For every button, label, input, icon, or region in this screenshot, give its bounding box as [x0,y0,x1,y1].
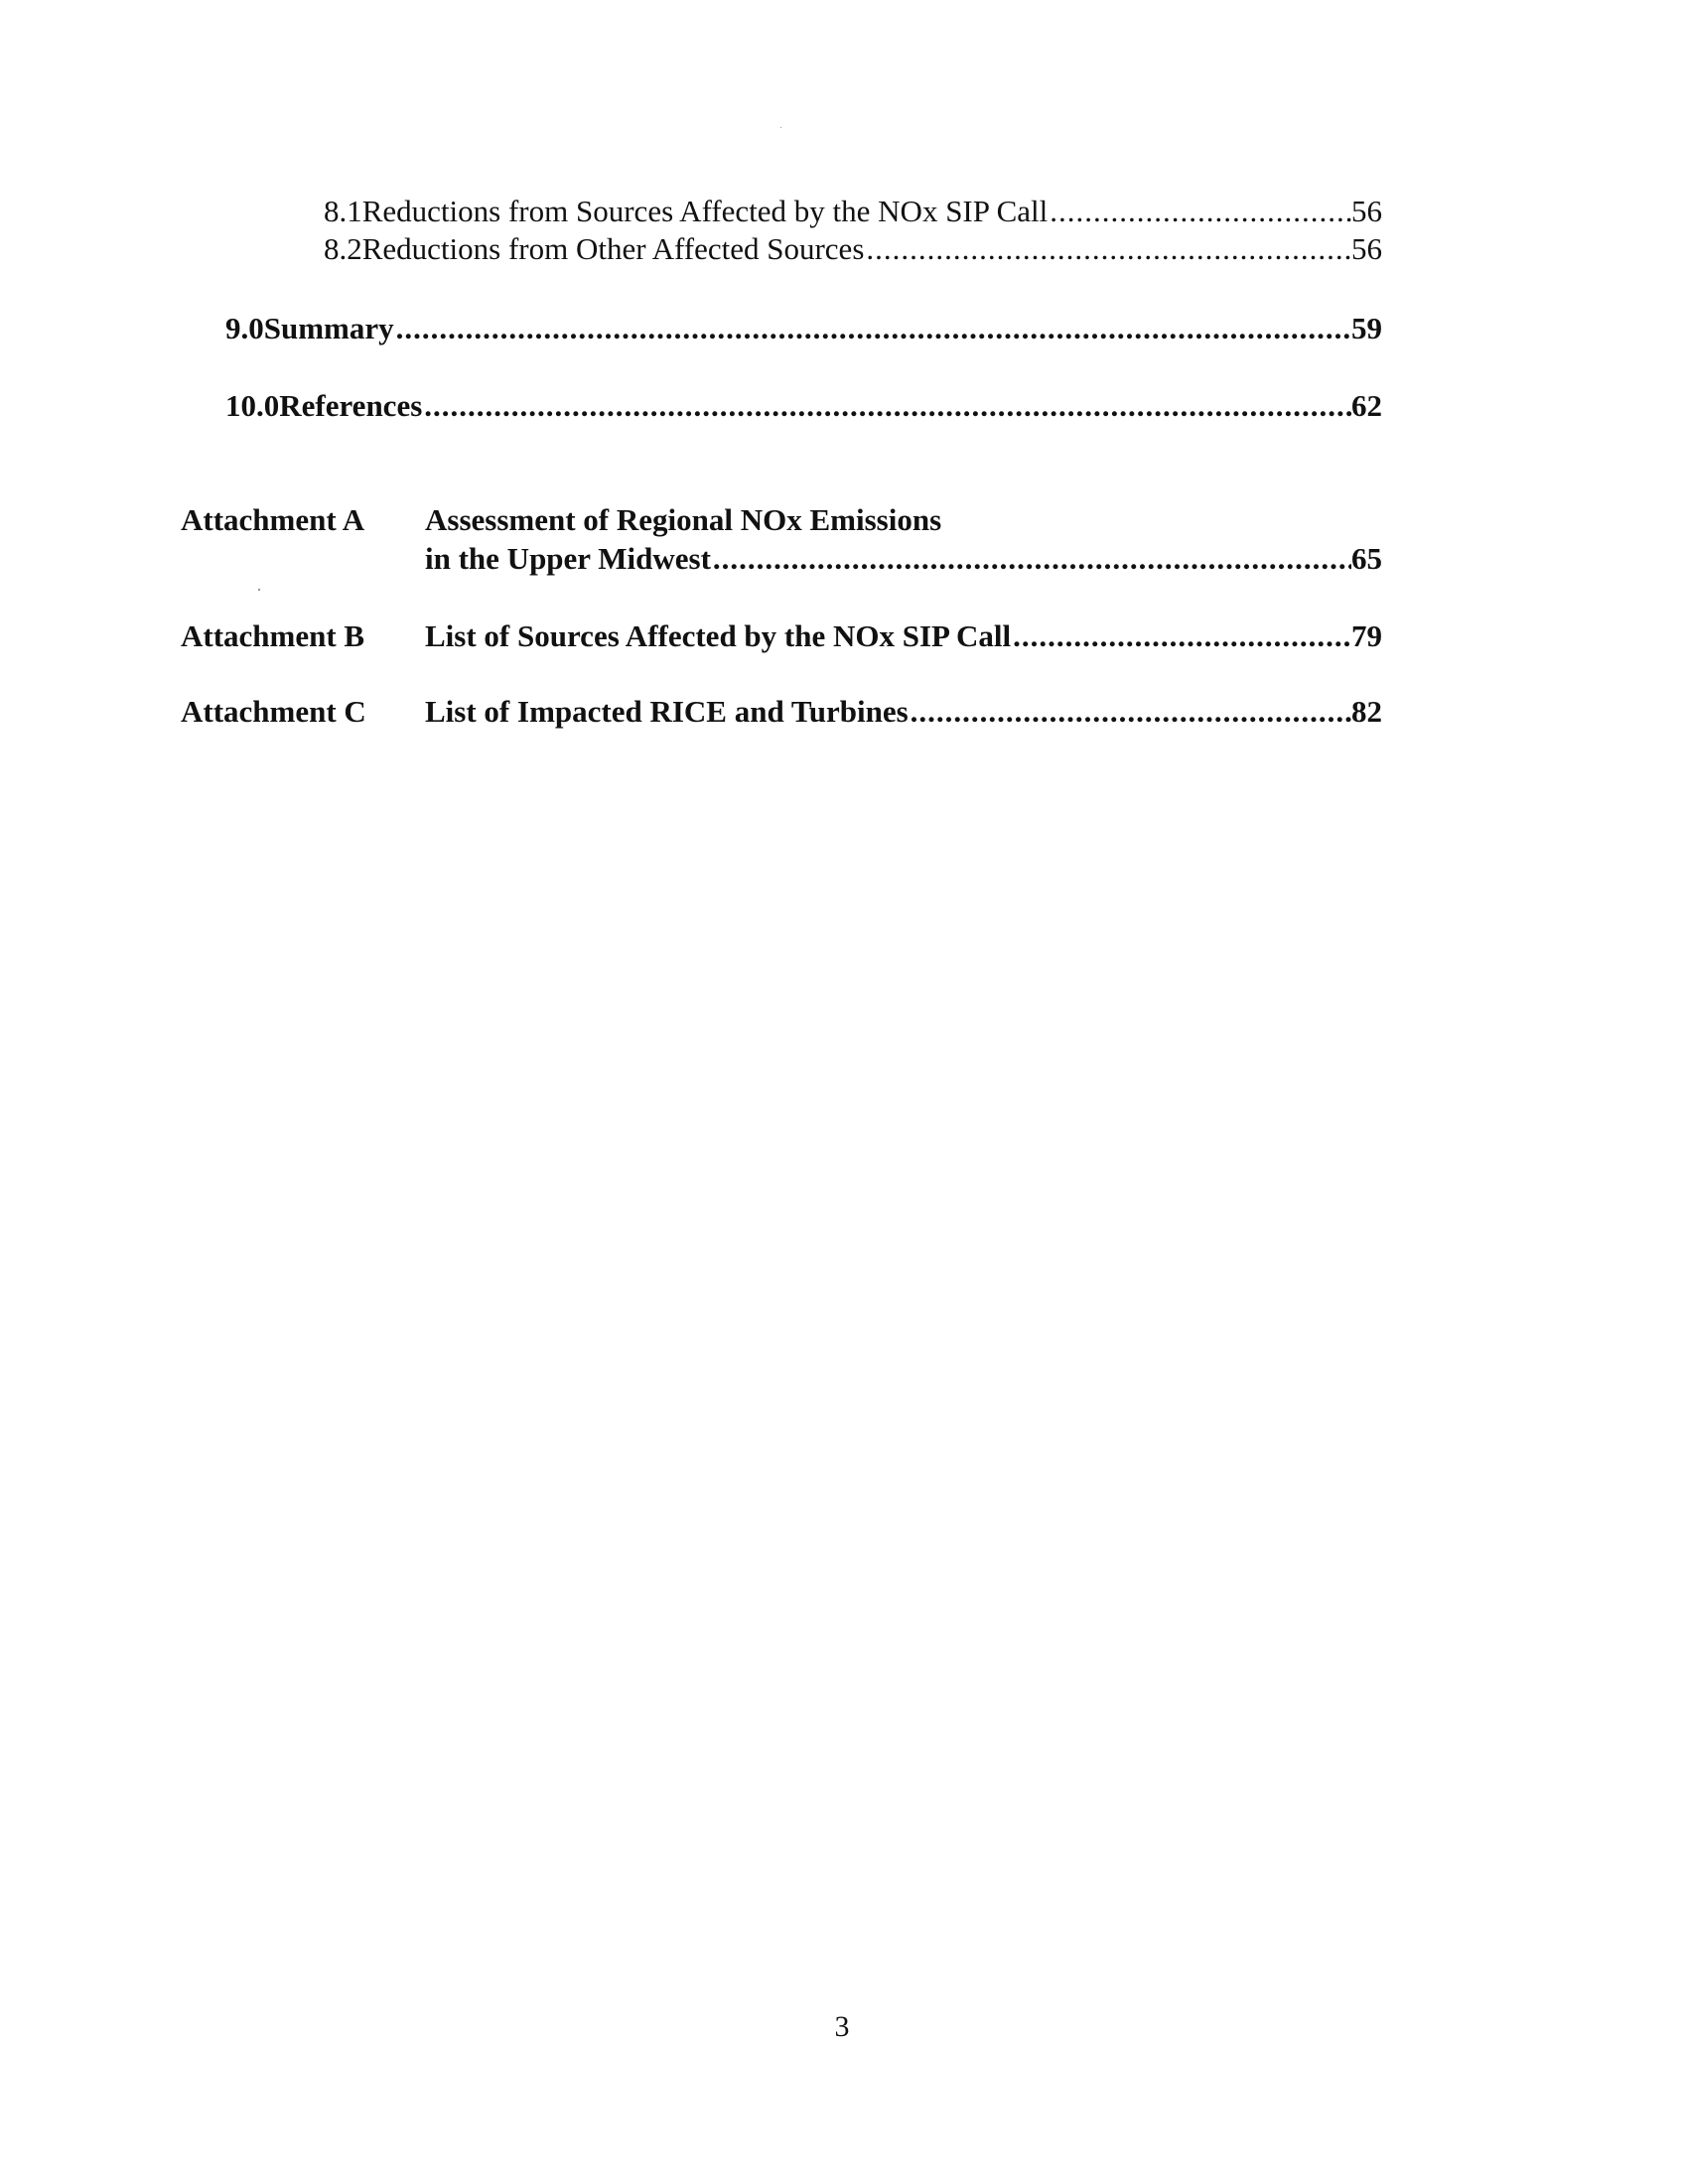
dot-leader [1050,194,1351,229]
dot-leader [396,311,1351,346]
scan-speck [780,127,781,128]
attachment-a-label: Attachment A [181,502,365,537]
toc-entry-page: 65 [1351,541,1382,576]
toc-entry-page: 56 [1351,194,1382,228]
toc-entry-number: 8.1 [324,194,362,228]
toc-entry-title: Reductions from Sources Affected by the NOx SIP Call [361,194,1049,228]
toc-entry-9-0[interactable] [225,311,1382,346]
scan-speck [258,589,260,591]
toc-entry-title: Summary [263,311,394,345]
toc-entry-page: 62 [1351,388,1382,423]
dot-leader [1013,618,1351,654]
toc-entry-page: 56 [1351,231,1382,266]
toc-entry-page: 82 [1351,694,1382,729]
page-number: 3 [834,2010,850,2043]
toc-entry-title: References [279,388,423,423]
dot-leader [911,694,1351,730]
attachment-b-label: Attachment B [181,618,365,653]
toc-entry-attachment-b[interactable] [425,618,1382,654]
toc-entry-title: in the Upper Midwest [425,541,711,576]
toc-entry-number: 10.0 [225,388,280,423]
attachment-c-label: Attachment C [181,694,366,729]
attachment-a-title-line1[interactable]: Assessment of Regional NOx Emissions [425,502,942,537]
toc-entry-title: List of Impacted RICE and Turbines [425,694,909,729]
toc-entry-8-2[interactable] [324,231,1382,267]
toc-entry-title: Reductions from Other Affected Sources [361,231,865,266]
toc-entry-attachment-c[interactable] [425,694,1382,730]
toc-entry-page: 79 [1351,618,1382,653]
dot-leader [866,231,1351,267]
toc-entry-number: 9.0 [225,311,264,345]
toc-entry-page: 59 [1351,311,1382,345]
toc-entry-number: 8.2 [324,231,362,266]
dot-leader [713,541,1351,577]
toc-entry-8-1[interactable] [324,194,1382,229]
toc-entry-10-0[interactable] [225,388,1382,424]
dot-leader [424,388,1351,424]
toc-entry-title: List of Sources Affected by the NOx SIP Call [425,618,1012,653]
toc-entry-attachment-a[interactable] [425,541,1382,577]
